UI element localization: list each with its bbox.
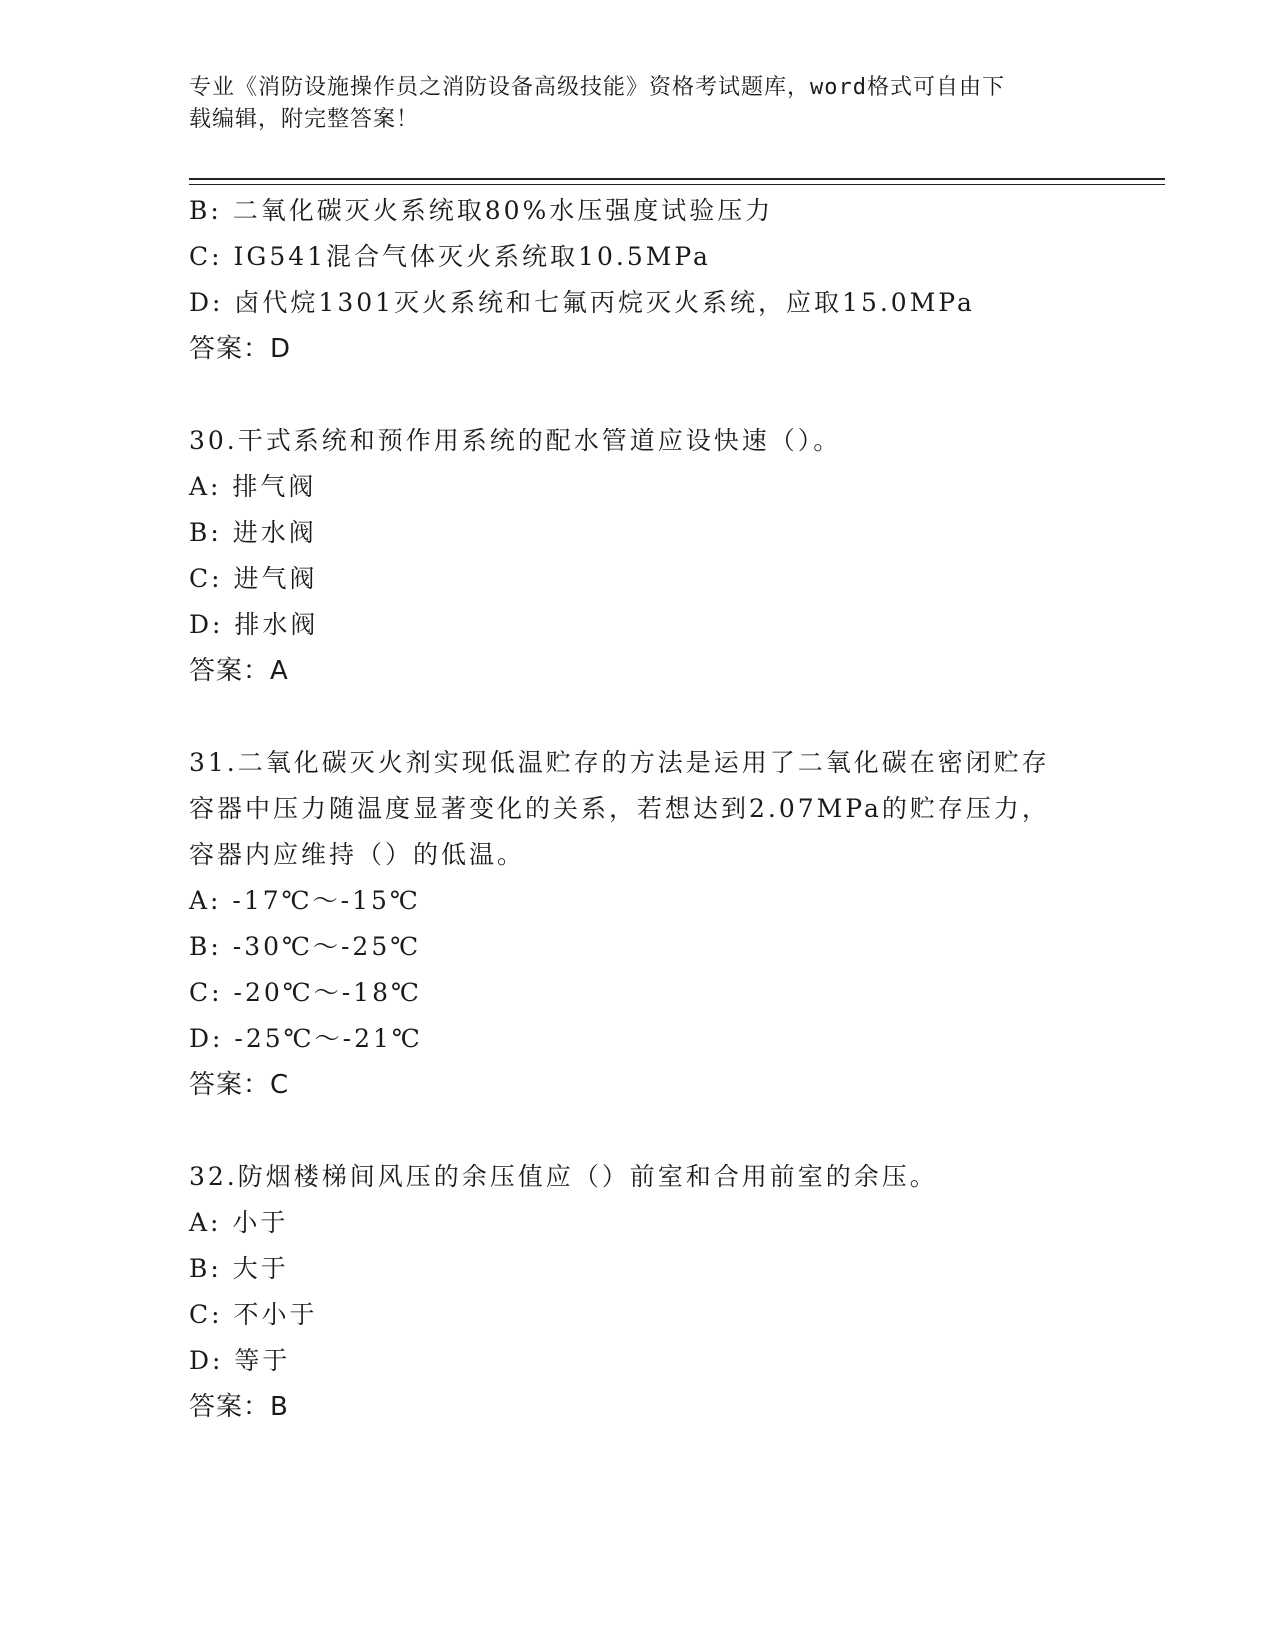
option-d: D: -25℃～-21℃ [189,1024,423,1053]
question-stem-line-3: 容器内应维持（）的低温。 [189,840,526,869]
spacer [189,372,1119,418]
option-b: B: 二氧化碳灭火系统取80%水压强度试验压力 [189,196,774,225]
header-rule-thick [189,178,1165,180]
prev-question-block [189,188,1119,372]
option-b: B: 大于 [189,1254,289,1283]
option-d: D: 排水阀 [189,610,319,639]
question-32 [189,1154,1119,1430]
option-d: D: 等于 [189,1346,291,1375]
answer-line: 答案：B [189,1392,289,1422]
question-30 [189,418,1119,694]
answer-line: 答案：D [189,334,292,364]
question-31 [189,740,1119,1108]
option-c: C: 进气阀 [189,564,318,593]
question-stem-line-1: 31.二氧化碳灭火剂实现低温贮存的方法是运用了二氧化碳在密闭贮存 [189,748,1050,777]
header-line-2: 载编辑，附完整答案！ [189,107,420,132]
option-b: B: 进水阀 [189,518,317,547]
spacer [189,694,1119,740]
question-content [189,188,1119,1430]
question-stem: 30.干式系统和预作用系统的配水管道应设快速（）。 [189,426,842,455]
question-stem-line-2: 容器中压力随温度显著变化的关系，若想达到2.07MPa的贮存压力， [189,794,1050,823]
option-c: C: 不小于 [189,1300,318,1329]
option-c: C: IG541混合气体灭火系统取10.5MPa [189,242,711,271]
spacer [189,1108,1119,1154]
option-d: D: 卤代烷1301灭火系统和七氟丙烷灭火系统，应取15.0MPa [189,288,975,317]
answer-line: 答案：A [189,656,289,686]
option-a: A: -17℃～-15℃ [189,886,421,915]
document-header [189,72,1089,136]
option-a: A: 排气阀 [189,472,317,501]
option-c: C: -20℃～-18℃ [189,978,422,1007]
answer-line: 答案：C [189,1070,290,1100]
question-stem: 32.防烟楼梯间风压的余压值应（）前室和合用前室的余压。 [189,1162,938,1191]
option-a: A: 小于 [189,1208,289,1237]
header-line-1: 专业《消防设施操作员之消防设备高级技能》资格考试题库，word格式可自由下 [189,75,1005,100]
header-rule-thin [189,184,1165,185]
option-b: B: -30℃～-25℃ [189,932,422,961]
